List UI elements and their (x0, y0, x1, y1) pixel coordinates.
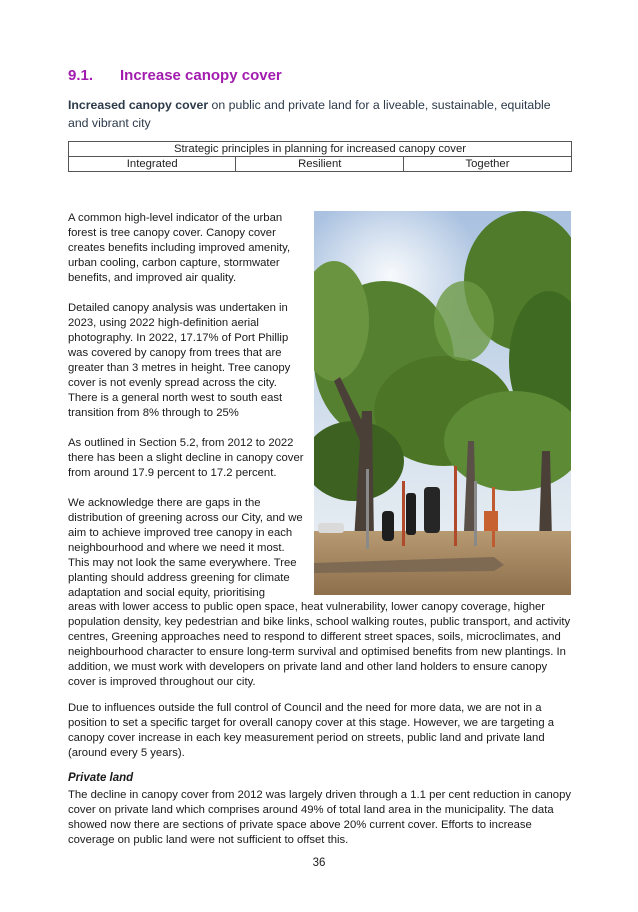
principle-together: Together (403, 157, 571, 172)
intro-rest: on public and private land for a liveable, sustainable, equitable and vibrant city (68, 98, 551, 130)
page-number: 36 (312, 857, 326, 869)
principle-integrated: Integrated (69, 157, 236, 172)
section-title: Increase canopy cover (120, 67, 282, 84)
parked-car (318, 523, 344, 533)
principle-resilient: Resilient (236, 157, 403, 172)
park-photo (314, 211, 571, 595)
paragraph-4-continued: areas with lower access to public open space, heat vulnerability, lower canopy coverage, higher population density, key pedestrian and bike links, school walking routes, public transport, and activity centres, Greening approaches need to respond to different street spaces, soils, microclimates, and neighbourhood character to ensure long-term survival and optimised benefits from new plantings. In addition, we must work with developers on private land and other land holders to ensure canopy cover is improved throughout our city. (68, 601, 571, 688)
principles-header-row (69, 142, 572, 157)
paragraph-1: A common high-level indicator of the urban forest is tree canopy cover. Canopy cover creates benefits including improved amenity, urban cooling, carbon capture, stormwater benefits, and improved air quality. (68, 212, 291, 284)
private-land-heading: Private land (68, 772, 134, 784)
principles-table (68, 141, 572, 172)
section-heading (68, 67, 282, 84)
intro-statement (68, 96, 573, 132)
paragraph-6: The decline in canopy cover from 2012 was largely driven through a 1.1 per cent reduction in canopy cover on private land which comprises around 49% of total land area in the municipality. The data showed now there are sections of private space above 20% current cover. Efforts to increase coverage on public land were not sufficient to offset this. (68, 789, 572, 846)
paragraph-4-start: We acknowledge there are gaps in the distribution of greening across our City, and we aim to achieve improved tree canopy in each neighbourhood and where we need it most. This may not look the same everywhere. Tree planting should address greening for climate adaptation and social equity, prioritising (68, 497, 303, 599)
paragraph-3: As outlined in Section 5.2, from 2012 to 2022 there has been a slight decline in canopy cover from around 17.9 percent to 17.2 percent. (68, 437, 304, 479)
paragraph-2: Detailed canopy analysis was undertaken in 2023, using 2022 high-definition aerial photography. In 2022, 17.17% of Port Phillip was covered by canopy from trees that are greater than 3 metres in height. Tree canopy cover is not evenly spread across the city. There is a general north west to south east transition from 8% through to 25% (68, 302, 291, 419)
paragraph-5: Due to influences outside the full control of Council and the need for more data, we are not in a position to set a specific target for overall canopy cover at this stage. However, we are targeting a canopy cover increase in each key measurement period on streets, public land and private land (around every 5 years). (68, 702, 555, 759)
principles-header: Strategic principles in planning for increased canopy cover (69, 142, 572, 157)
section-number: 9.1. (68, 67, 94, 84)
principles-row (69, 157, 572, 172)
intro-bold: Increased canopy cover (68, 98, 209, 112)
